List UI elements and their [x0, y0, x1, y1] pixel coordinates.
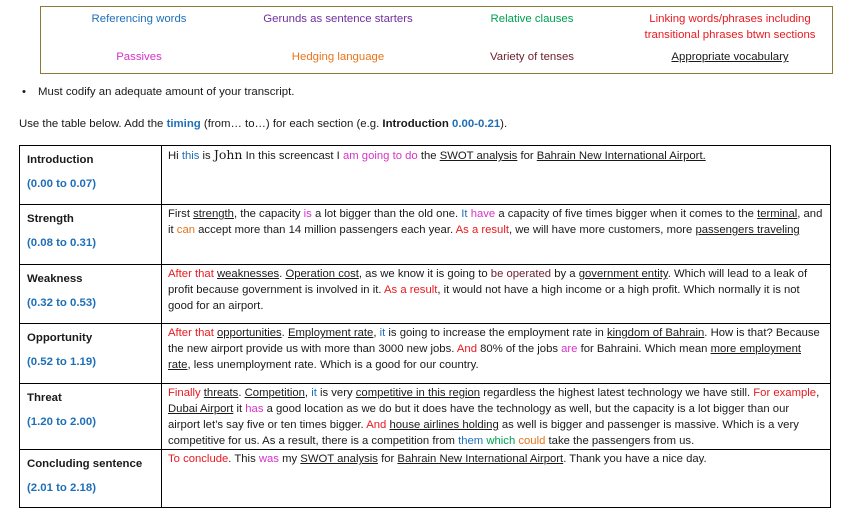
- section-label-cell: [20, 384, 162, 450]
- vocabulary-segment: opportunities: [216, 327, 282, 339]
- transcript-segment: is very: [316, 387, 356, 399]
- vocabulary-segment: government entity: [578, 268, 668, 280]
- vocabulary-segment: Operation cost: [285, 268, 359, 280]
- speaker-name: John: [213, 147, 243, 162]
- section-label-cell: [20, 450, 162, 508]
- transcript-segment: my: [278, 453, 301, 465]
- transcript-segment: 80% of the jobs: [476, 343, 562, 355]
- transcript-segment: Hi: [168, 150, 182, 162]
- instruction-example-label: Introduction: [382, 118, 449, 130]
- coded-blue-segment: them: [458, 435, 484, 447]
- transcript-segment: , the capacity: [233, 208, 304, 220]
- vocabulary-segment: weaknesses: [216, 268, 280, 280]
- coded-magenta-segment: am going to do: [342, 150, 418, 162]
- bullet-icon: •: [22, 86, 26, 98]
- transcript-segment: .: [281, 327, 288, 339]
- section-name: Weakness: [27, 273, 83, 285]
- transcript-segment: accept more than 14 million passengers each year.: [195, 224, 456, 236]
- transcript-segment: a good location as we do but it does have the technology as well, but the capacity is a lot bigger than our airport let’s say five or ten times bigger.: [168, 403, 790, 431]
- section-name: Concluding sentence: [27, 458, 143, 470]
- coded-red-segment: To conclude: [168, 453, 229, 465]
- legend-passives: Passives: [116, 51, 162, 63]
- table-row: [20, 450, 831, 508]
- vocabulary-segment: house airlines holding: [389, 419, 499, 431]
- instruction-part2: (from… to…) for each section (e.g.: [200, 118, 383, 130]
- legend-variety-of-tenses: Variety of tenses: [490, 51, 574, 63]
- transcript-segment: as well is bigger and passenger is massive. Which is a very competitive for us. As a result, there is a competition from: [168, 419, 799, 447]
- legend-linking-words-line1: Linking words/phrases including: [649, 13, 811, 25]
- transcript-segment: is: [199, 150, 214, 162]
- instruction-part1: Use the table below. Add the: [19, 118, 167, 130]
- transcript-segment: it: [233, 403, 246, 415]
- coded-blue-segment: it: [379, 327, 386, 339]
- vocabulary-segment: Dubai Airport: [168, 403, 234, 415]
- coded-blue-segment: it: [311, 387, 317, 399]
- section-timing: (2.01 to 2.18): [27, 482, 97, 494]
- coded-red-segment: After that: [168, 268, 214, 280]
- table-row: [20, 324, 831, 384]
- vocabulary-segment: threats: [203, 387, 239, 399]
- vocabulary-segment: kingdom of Bahrain: [606, 327, 705, 339]
- legend-linking-words-line2: transitional phrases btwn sections: [644, 29, 816, 41]
- vocabulary-segment: SWOT analysis: [439, 150, 518, 162]
- instruction-timing-word: timing: [166, 118, 201, 130]
- coded-red-segment: For example: [753, 387, 817, 399]
- coded-magenta-segment: is: [303, 208, 312, 220]
- transcript-segment: First: [168, 208, 194, 220]
- coded-red-segment: As a result: [384, 284, 438, 296]
- coded-red-segment: As a result: [455, 224, 509, 236]
- coded-magenta-segment: has: [245, 403, 264, 415]
- transcript-segment: for: [377, 453, 398, 465]
- coded-magenta-segment: was: [258, 453, 279, 465]
- transcript-segment: .: [238, 387, 245, 399]
- transcript-segment: the: [417, 150, 440, 162]
- legend-box: [40, 6, 833, 74]
- transcript-segment: is going to increase the employment rate in: [385, 327, 607, 339]
- section-timing: (0.52 to 1.19): [27, 356, 97, 368]
- coded-blue-segment: this: [181, 150, 200, 162]
- transcript-segment: , it would not have a high income or a high profit. Which normally it is not good for an airport.: [168, 284, 800, 312]
- transcript-segment: ,: [816, 387, 820, 399]
- section-timing: (0.00 to 0.07): [27, 178, 97, 190]
- transcript-segment: ,: [304, 387, 312, 399]
- section-name: Introduction: [27, 154, 94, 166]
- vocabulary-segment: SWOT analysis: [300, 453, 378, 465]
- legend-referencing-words: Referencing words: [91, 13, 187, 25]
- legend-hedging-language: Hedging language: [291, 51, 385, 63]
- vocabulary-segment: Employment rate: [287, 327, 374, 339]
- section-name: Opportunity: [27, 332, 93, 344]
- transcript-cell[interactable]: [162, 324, 831, 384]
- instruction-part3: ).: [500, 118, 508, 130]
- section-timing: (0.32 to 0.53): [27, 297, 97, 309]
- transcript-table: [19, 145, 831, 508]
- section-label-cell: [20, 146, 162, 205]
- section-name: Strength: [27, 213, 74, 225]
- transcript-cell[interactable]: [162, 384, 831, 450]
- coded-blue-segment: It: [461, 208, 468, 220]
- transcript-segment: . This: [228, 453, 259, 465]
- transcript-cell[interactable]: [162, 450, 831, 508]
- transcript-segment: , we will have more customers, more: [509, 224, 696, 236]
- vocabulary-segment: competitive in this region: [355, 387, 481, 399]
- transcript-segment: ,: [373, 327, 380, 339]
- legend-appropriate-vocabulary: Appropriate vocabulary: [671, 51, 789, 63]
- table-row: [20, 265, 831, 324]
- coded-orange-segment: could: [518, 435, 546, 447]
- vocabulary-segment: terminal: [757, 208, 798, 220]
- transcript-segment: . Which will lead to a leak of profit because government is involved in it.: [168, 268, 808, 296]
- coded-brown-segment: be operated: [490, 268, 552, 280]
- transcript-segment: regardless the highest latest technology we have still.: [480, 387, 754, 399]
- bullet-text: Must codify an adequate amount of your transcript.: [38, 86, 295, 98]
- coded-magenta-segment: have: [470, 208, 496, 220]
- instruction-example-time: 0.00-0.21: [452, 118, 501, 130]
- transcript-segment: , as we know it is going to: [358, 268, 491, 280]
- coded-red-segment: And: [366, 419, 387, 431]
- coded-green-segment: which: [486, 435, 516, 447]
- transcript-segment: a lot bigger than the old one.: [311, 208, 462, 220]
- transcript-cell[interactable]: [162, 146, 831, 205]
- transcript-segment: In this screencast I: [242, 150, 343, 162]
- transcript-segment: a capacity of five times bigger when it comes to the: [495, 208, 758, 220]
- coded-magenta-segment: are: [561, 343, 578, 355]
- transcript-cell[interactable]: [162, 265, 831, 324]
- section-label-cell: [20, 205, 162, 265]
- vocabulary-segment: Bahrain New International Airport.: [536, 150, 706, 162]
- vocabulary-segment: Competition: [244, 387, 305, 399]
- legend-relative-clauses: Relative clauses: [490, 13, 574, 25]
- table-row: [20, 146, 831, 205]
- section-timing: (0.08 to 0.31): [27, 237, 97, 249]
- instruction-line: [19, 118, 507, 130]
- section-label-cell: [20, 265, 162, 324]
- section-label-cell: [20, 324, 162, 384]
- transcript-segment: . How is that? Because the new airport provide us with more than 3000 new jobs.: [168, 327, 820, 355]
- transcript-segment: for Bahraini. Which mean: [577, 343, 711, 355]
- coded-orange-segment: can: [176, 224, 196, 236]
- vocabulary-segment: Bahrain New International Airport: [397, 453, 564, 465]
- transcript-segment: by a: [551, 268, 579, 280]
- transcript-segment: .: [279, 268, 286, 280]
- vocabulary-segment: more employment rate: [168, 343, 801, 371]
- transcript-segment: , less unemployment rate. Which is a good for our country.: [187, 359, 479, 371]
- transcript-segment: for: [517, 150, 537, 162]
- section-name: Threat: [27, 392, 62, 404]
- transcript-segment: take the passengers from us.: [545, 435, 695, 447]
- transcript-cell[interactable]: [162, 205, 831, 265]
- table-row: [20, 384, 831, 450]
- bullet-requirement: [22, 86, 294, 98]
- legend-gerunds: Gerunds as sentence starters: [263, 13, 413, 25]
- vocabulary-segment: passengers traveling: [695, 224, 800, 236]
- transcript-segment: , and it: [168, 208, 823, 236]
- section-timing: (1.20 to 2.00): [27, 416, 97, 428]
- table-row: [20, 205, 831, 265]
- coded-red-segment: After that: [168, 327, 214, 339]
- transcript-segment: . Thank you have a nice day.: [563, 453, 707, 465]
- vocabulary-segment: strength: [193, 208, 234, 220]
- coded-red-segment: And: [456, 343, 477, 355]
- coded-red-segment: Finally: [168, 387, 201, 399]
